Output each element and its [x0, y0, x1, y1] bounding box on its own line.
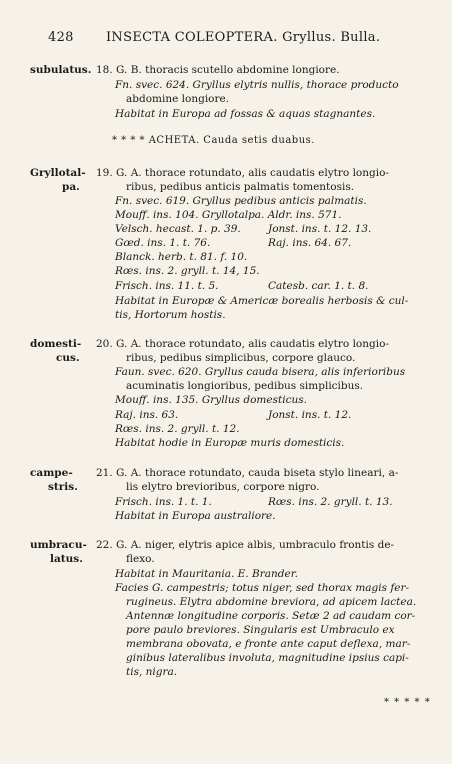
entry-text: Mouff. ins. 135. Gryllus domesticus. — [115, 394, 307, 406]
section-heading-acheta: * * * * ACHETA. Cauda setis duabus. — [112, 135, 315, 146]
species-name-gryllotalpa: Gryllotal- — [30, 167, 86, 179]
entry-text: 18. G. B. thoracis scutello abdomine longiore. — [96, 64, 340, 76]
entry-text: acuminatis longioribus, pedibus simplicibus. — [126, 380, 364, 392]
entry-text: Habitat in Europæ & Americæ borealis herbosis & cul- — [115, 295, 409, 307]
entry-text: Faun. svec. 620. Gryllus cauda bisera, alis inferioribus — [115, 366, 406, 378]
entry-text: Raj. ins. 63. — [115, 409, 179, 421]
entry-text: abdomine longiore. — [126, 93, 230, 105]
entry-text: ribus, pedibus simplicibus, corpore glauco. — [126, 352, 356, 364]
species-name-campestris-cont: stris. — [48, 481, 78, 493]
entry-text: ribus, pedibus anticis palmatis tomentosis. — [126, 181, 355, 193]
entry-text: 22. G. A. niger, elytris apice albis, umbraculo frontis de- — [96, 539, 395, 551]
entry-text: 20. G. A. thorace rotundato, alis caudatis elytro longio- — [96, 338, 389, 350]
species-name-domesticus: domesti- — [30, 338, 82, 350]
entry-text: pore paulo breviores. Singularis est Umbraculo ex — [126, 624, 395, 636]
entry-text: tis, Hortorum hostis. — [115, 309, 226, 321]
entry-text: rugineus. Elytra abdomine breviora, ad apicem lactea. — [126, 596, 417, 608]
entry-text: Velsch. hecast. 1. p. 39. — [115, 223, 241, 235]
entry-text: Jonst. ins. t. 12. 13. — [268, 223, 372, 235]
entry-text: Rœs. ins. 2. gryll. t. 14, 15. — [115, 265, 260, 277]
species-name-campestris: campe- — [30, 467, 73, 479]
entry-text: Habitat in Mauritania. E. Brander. — [115, 568, 298, 580]
entry-text: membrana obovata, e fronte ante caput deflexa, mar- — [126, 638, 411, 650]
entry-text: flexo. — [126, 553, 155, 565]
entry-text: Frisch. ins. 11. t. 5. — [115, 280, 219, 292]
entry-text: Rœs. ins. 2. gryll. t. 12. — [115, 423, 240, 435]
entry-text: Fn. svec. 624. Gryllus elytris nullis, thorace producto — [115, 79, 399, 91]
species-name-domesticus-cont: cus. — [56, 352, 80, 364]
section-end-stars: * * * * * — [384, 697, 431, 708]
entry-text: Fn. svec. 619. Gryllus pedibus anticis palmatis. — [115, 195, 367, 207]
entry-text: Raj. ins. 64. 67. — [268, 237, 352, 249]
species-name-gryllotalpa-cont: pa. — [62, 181, 80, 193]
entry-text: Gœd. ins. 1. t. 76. — [115, 237, 211, 249]
entry-text: Frisch. ins. 1. t. 1. — [115, 496, 212, 508]
entry-text: ginibus lateralibus involuta, magnitudine ipsius capi- — [126, 652, 409, 664]
species-name-umbraculatus-cont: latus. — [50, 553, 83, 565]
entry-text: 19. G. A. thorace rotundato, alis caudatis elytro longio- — [96, 167, 389, 179]
entry-text: Mouff. ins. 104. Gryllotalpa. Aldr. ins. 571. — [115, 209, 342, 221]
entry-text: Jonst. ins. t. 12. — [268, 409, 352, 421]
entry-text: Habitat in Europa australiore. — [115, 510, 276, 522]
entry-text: Habitat hodie in Europæ muris domesticis. — [115, 437, 345, 449]
entry-text: Antennæ longitudine corporis. Setæ 2 ad caudam cor- — [126, 610, 416, 622]
species-name-subulatus: subulatus. — [30, 64, 92, 76]
species-name-umbraculatus: umbracu- — [30, 539, 87, 551]
entry-text: Rœs. ins. 2. gryll. t. 13. — [268, 496, 393, 508]
entry-text: tis, nigra. — [126, 666, 178, 678]
entry-text: lis elytro brevioribus, corpore nigro. — [126, 481, 320, 493]
entry-text: Blanck. herb. t. 81. f. 10. — [115, 251, 248, 263]
entry-text: Habitat in Europa ad fossas & aquas stagnantes. — [115, 108, 376, 120]
running-title: INSECTA COLEOPTERA. Gryllus. Bulla. — [106, 30, 381, 45]
entry-text: Facies G. campestris; totus niger, sed thorax magis fer- — [115, 582, 410, 594]
entry-text: Catesb. car. 1. t. 8. — [268, 280, 369, 292]
entry-text: 21. G. A. thorace rotundato, cauda biseta stylo lineari, a- — [96, 467, 399, 479]
page-number: 428 — [48, 30, 74, 45]
